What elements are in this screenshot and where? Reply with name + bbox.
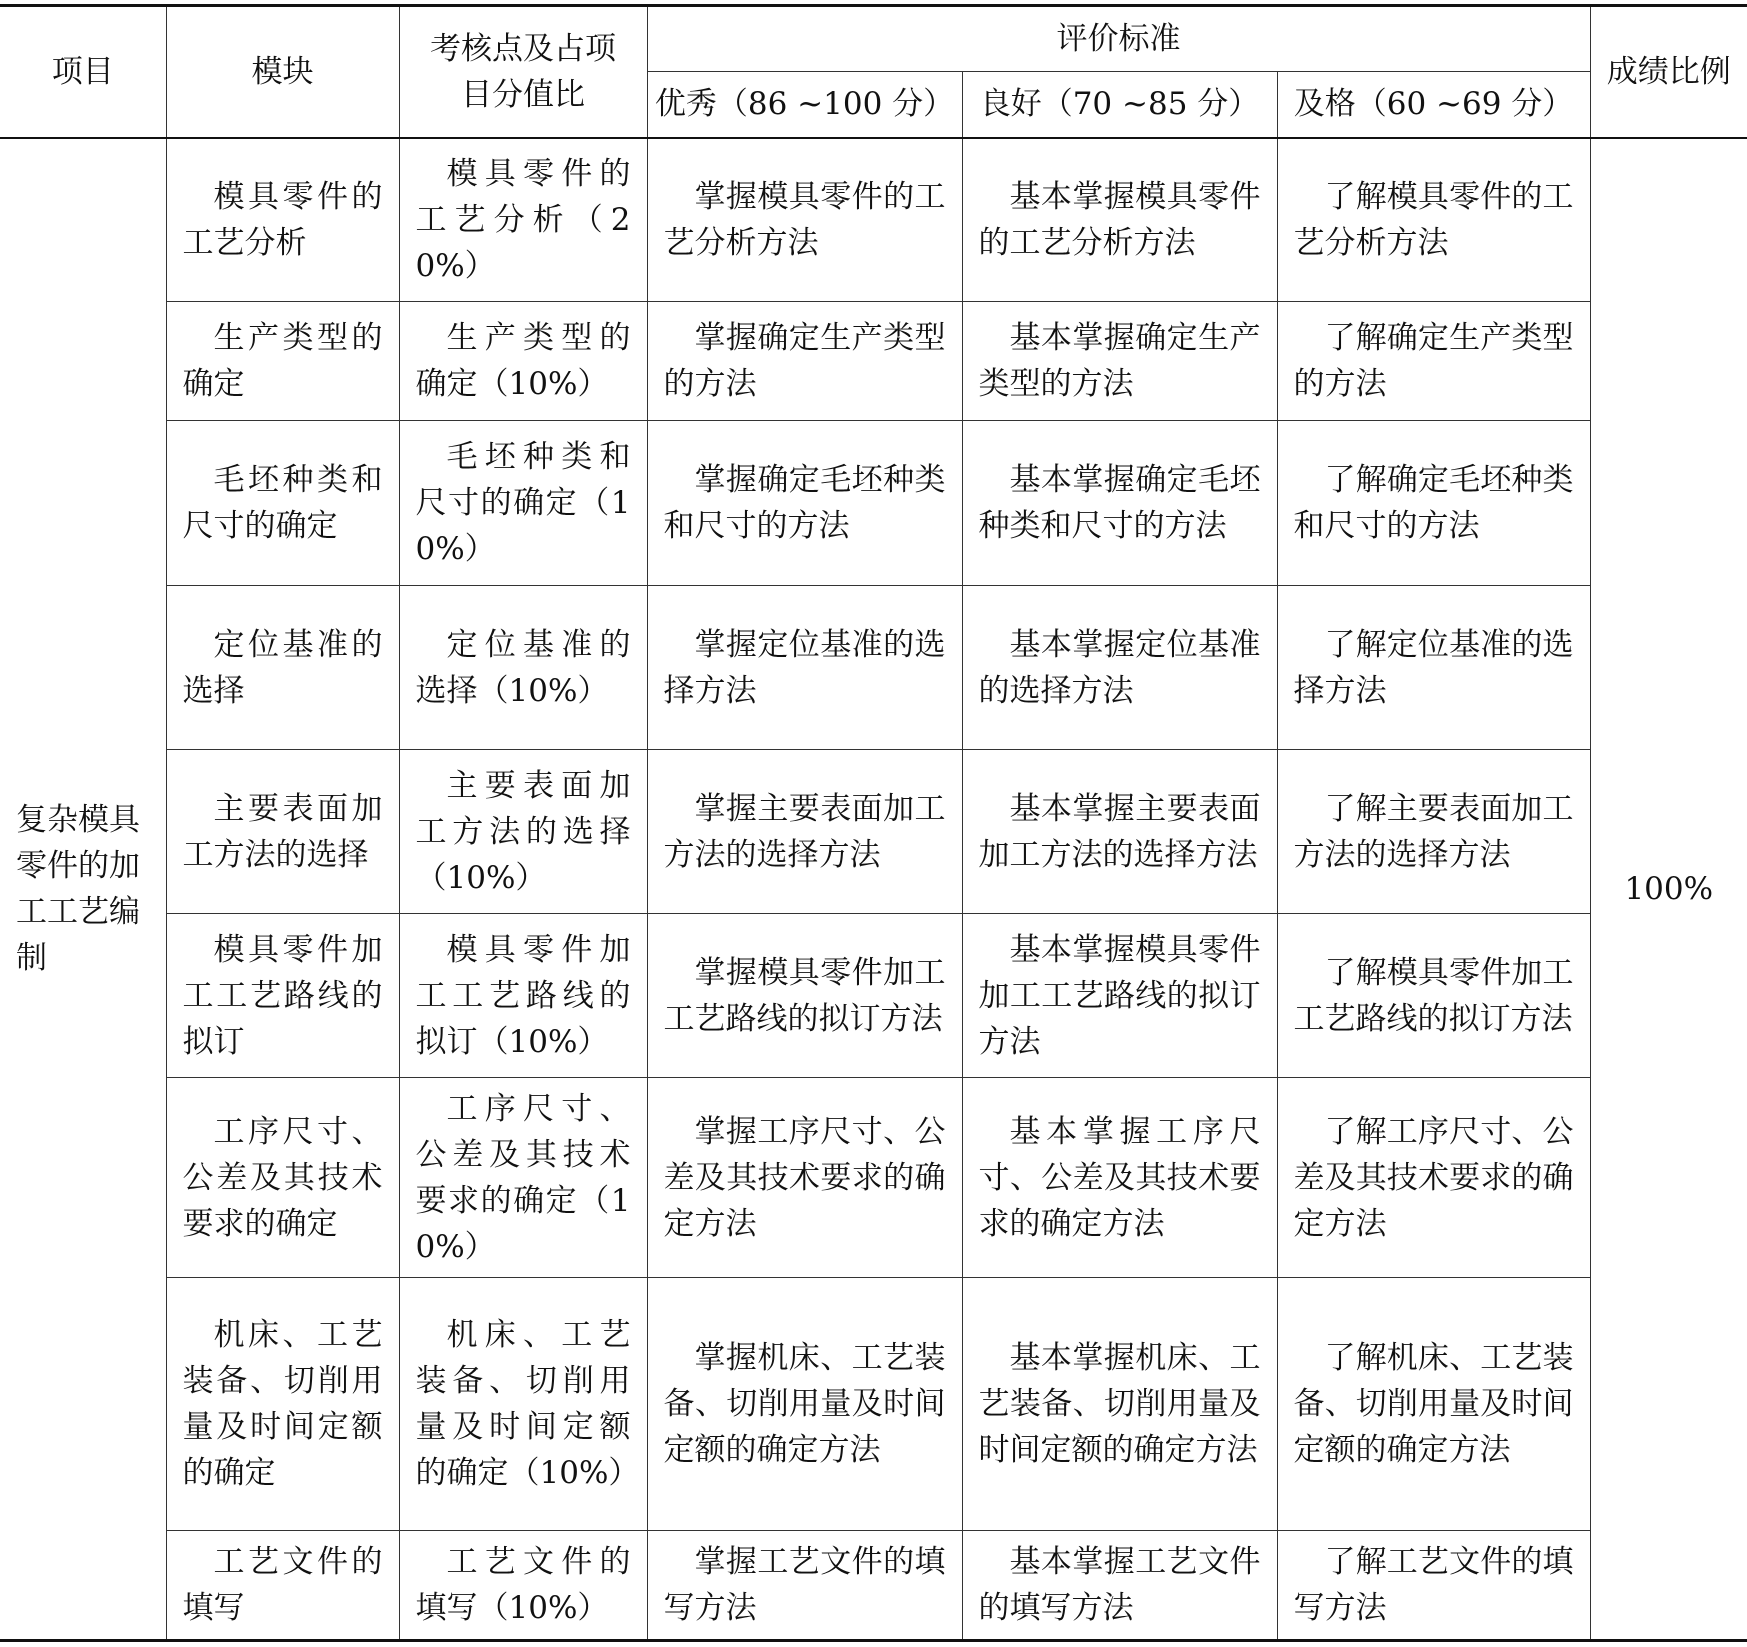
- module-cell: 机床、工艺装备、切削用量及时间定额的确定: [166, 1278, 399, 1531]
- header-evaluation-standard: 评价标准: [647, 6, 1590, 72]
- table-row: [0, 750, 1747, 914]
- assessment-point-cell: 毛坯种类和尺寸的确定（10%）: [399, 421, 647, 586]
- module-cell: 主要表面加工方法的选择: [166, 750, 399, 914]
- header-module: 模块: [166, 6, 399, 138]
- pass-criteria-cell: 了解模具零件加工工艺路线的拟订方法: [1277, 914, 1590, 1078]
- table-row: [0, 1531, 1747, 1641]
- excellent-criteria-cell: 掌握定位基准的选择方法: [647, 586, 962, 750]
- header-excellent: 优秀（86 ~100 分）: [647, 72, 962, 138]
- module-cell: 生产类型的确定: [166, 302, 399, 421]
- pass-criteria-cell: 了解工艺文件的填写方法: [1277, 1531, 1590, 1641]
- excellent-criteria-cell: 掌握机床、工艺装备、切削用量及时间定额的确定方法: [647, 1278, 962, 1531]
- project-name-cell: 复杂模具零件的加工工艺编制: [0, 138, 166, 1641]
- module-cell: 工艺文件的填写: [166, 1531, 399, 1641]
- good-criteria-cell: 基本掌握定位基准的选择方法: [962, 586, 1277, 750]
- excellent-criteria-cell: 掌握模具零件的工艺分析方法: [647, 138, 962, 302]
- assessment-point-cell: 定位基准的选择（10%）: [399, 586, 647, 750]
- table-row: [0, 586, 1747, 750]
- good-criteria-cell: 基本掌握确定生产类型的方法: [962, 302, 1277, 421]
- pass-criteria-cell: 了解工序尺寸、公差及其技术要求的确定方法: [1277, 1078, 1590, 1278]
- good-criteria-cell: 基本掌握模具零件的工艺分析方法: [962, 138, 1277, 302]
- assessment-point-cell: 工序尺寸、公差及其技术要求的确定（10%）: [399, 1078, 647, 1278]
- good-criteria-cell: 基本掌握机床、工艺装备、切削用量及时间定额的确定方法: [962, 1278, 1277, 1531]
- assessment-point-cell: 生产类型的确定（10%）: [399, 302, 647, 421]
- good-criteria-cell: 基本掌握工序尺寸、公差及其技术要求的确定方法: [962, 1078, 1277, 1278]
- excellent-criteria-cell: 掌握主要表面加工方法的选择方法: [647, 750, 962, 914]
- good-criteria-cell: 基本掌握确定毛坯种类和尺寸的方法: [962, 421, 1277, 586]
- table-row: [0, 138, 1747, 302]
- header-assessment-point: 考核点及占项目分值比: [399, 6, 647, 138]
- header-score-ratio: 成绩比例: [1590, 6, 1747, 138]
- pass-criteria-cell: 了解定位基准的选择方法: [1277, 586, 1590, 750]
- score-ratio-cell: 100%: [1590, 138, 1747, 1641]
- module-cell: 模具零件加工工艺路线的拟订: [166, 914, 399, 1078]
- good-criteria-cell: 基本掌握工艺文件的填写方法: [962, 1531, 1277, 1641]
- good-criteria-cell: 基本掌握模具零件加工工艺路线的拟订方法: [962, 914, 1277, 1078]
- excellent-criteria-cell: 掌握确定毛坯种类和尺寸的方法: [647, 421, 962, 586]
- assessment-point-cell: 工艺文件的填写（10%）: [399, 1531, 647, 1641]
- assessment-point-cell: 主要表面加工方法的选择（10%）: [399, 750, 647, 914]
- module-cell: 定位基准的选择: [166, 586, 399, 750]
- good-criteria-cell: 基本掌握主要表面加工方法的选择方法: [962, 750, 1277, 914]
- pass-criteria-cell: 了解模具零件的工艺分析方法: [1277, 138, 1590, 302]
- table-row: [0, 421, 1747, 586]
- table-row: [0, 1078, 1747, 1278]
- excellent-criteria-cell: 掌握工序尺寸、公差及其技术要求的确定方法: [647, 1078, 962, 1278]
- module-cell: 工序尺寸、公差及其技术要求的确定: [166, 1078, 399, 1278]
- pass-criteria-cell: 了解确定毛坯种类和尺寸的方法: [1277, 421, 1590, 586]
- header-pass: 及格（60 ~69 分）: [1277, 72, 1590, 138]
- module-cell: 毛坯种类和尺寸的确定: [166, 421, 399, 586]
- assessment-point-cell: 机床、工艺装备、切削用量及时间定额的确定（10%）: [399, 1278, 647, 1531]
- table-row: [0, 302, 1747, 421]
- pass-criteria-cell: 了解主要表面加工方法的选择方法: [1277, 750, 1590, 914]
- evaluation-table: [0, 4, 1747, 1642]
- table-row: [0, 1278, 1747, 1531]
- excellent-criteria-cell: 掌握模具零件加工工艺路线的拟订方法: [647, 914, 962, 1078]
- pass-criteria-cell: 了解确定生产类型的方法: [1277, 302, 1590, 421]
- pass-criteria-cell: 了解机床、工艺装备、切削用量及时间定额的确定方法: [1277, 1278, 1590, 1531]
- table-row: [0, 914, 1747, 1078]
- header-good: 良好（70 ~85 分）: [962, 72, 1277, 138]
- excellent-criteria-cell: 掌握工艺文件的填写方法: [647, 1531, 962, 1641]
- excellent-criteria-cell: 掌握确定生产类型的方法: [647, 302, 962, 421]
- module-cell: 模具零件的工艺分析: [166, 138, 399, 302]
- assessment-point-cell: 模具零件的工艺分析（20%）: [399, 138, 647, 302]
- header-project: 项目: [0, 6, 166, 138]
- assessment-point-cell: 模具零件加工工艺路线的拟订（10%）: [399, 914, 647, 1078]
